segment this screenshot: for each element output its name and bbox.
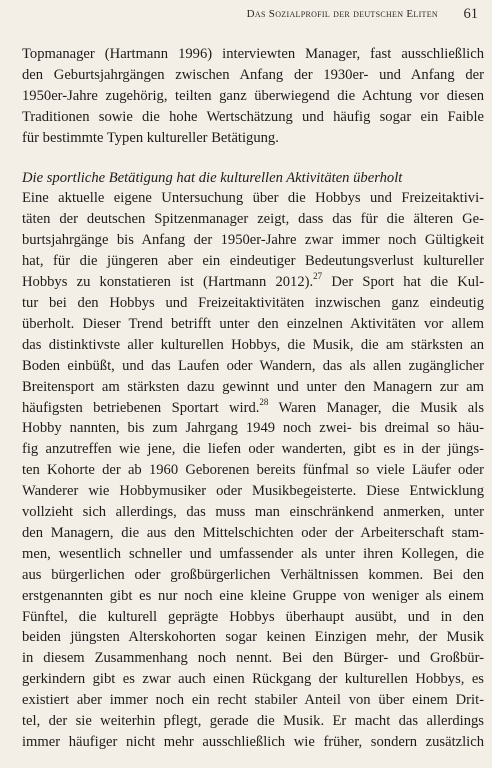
text-line: Fünftel, die kulturell geprägte Hobbys überhaupt ausübt, und in den [22,608,484,625]
text-line: das distinktivste aller kulturellen Hobbys, die Musik, die am stärksten an [22,336,484,353]
text-line: 1950er-Jahre zugehörig, teilten ganz überwiegend die Achtung vor diesen [22,87,484,104]
text-line-with-footnote [22,272,484,293]
text-line: den Managern, die aus den Mittelschichten oder der Arbeiterschaft stam- [22,524,484,541]
text-line: Hobby nannten, bis zum Jahrgang 1949 noch zwei- bis dreimal so häu- [22,420,484,437]
text-line: immer häufiger nicht mehr ausschließlich wie früher, sondern zusätzlich [22,734,484,750]
body-text [22,44,484,753]
text-line: vollzieht sich allerdings, das muss man einschränkend anmerken, unter [22,504,484,521]
text-line: für bestimmte Typen kultureller Betätigung. [22,129,279,146]
page-number: 61 [463,6,478,22]
text-line: existiert aber immer noch ein recht stabiler Anteil von über einem Drit- [22,692,484,709]
text-line: burtsjahrgänge bis Anfang der 1950er-Jahre zwar immer noch Gültigkeit [22,232,484,249]
text-line: men, wesentlich schneller und umfassender als unter ihren Kollegen, die [22,545,484,562]
text-line: Boden einbüßt, und das Laufen oder Wandern, das als allen zugänglicher [22,357,484,374]
section-heading: Die sportliche Betätigung hat die kulturellen Aktivitäten überholt [22,169,403,186]
text-line: erstgenannten gibt es nur noch eine kleine Gruppe von weniger als einem [22,587,484,604]
text-line: den Geburtsjahrgängen zwischen Anfang der 1930er- und Anfang der [22,66,484,83]
text-line: Wanderer wie Hobbymusiker oder Musikbegeisterte. Diese Entwicklung [22,483,484,500]
text-line: beiden jüngsten Alterskohorten sogar keinen Einzigen mehr, der Musik [22,629,484,646]
text-line: gerkindern gibt es zwar auch einen Rückgang der kulturellen Hobbys, es [22,671,484,688]
text-line: ten Kohorte der ab 1960 Geborenen bereits fünfmal so viele Läufer oder [22,462,484,479]
text-line: fig anzutreffen wie jene, die liefen oder wanderten, gibt es in der jüngs- [22,441,484,458]
line-text: Waren Manager, die Musik als [268,399,485,416]
text-line: Topmanager (Hartmann 1996) interviewten Manager, fast ausschließlich [22,46,484,62]
text-line: Breitensport am stärksten dazu gewinnt und unter den Managern zur am [22,378,484,395]
line-text: Hobbys zu konstatieren ist (Hartmann 2012). [22,274,314,291]
text-line: überholt. Dieser Trend betrifft unter den einzelnen Aktivitäten vor allem [22,315,484,332]
line-text: Der Sport hat die Kul- [322,274,484,291]
page-header [0,6,492,26]
footnote-marker-27[interactable]: 27 [313,271,323,282]
running-title: Das Sozialprofil der deutschen Eliten [246,8,438,20]
line-text: häufigsten betriebenen Sportart wird. [22,399,260,416]
text-line: Traditionen sowie die hohe Wertschätzung und häufig sogar ein Faible [22,108,484,125]
text-line: aus bürgerlichen oder großbürgerlichen Verhältnissen kommen. Bei den [22,566,484,583]
text-line-with-footnote [22,398,484,419]
footnote-marker-28[interactable]: 28 [259,396,269,407]
text-line: hat, für die jüngeren aber ein eindeutiger Bedeutungsverlust kultureller [22,253,484,270]
text-line: täten der deutschen Spitzenmanager zeigt, dass das für die älteren Ge- [22,211,484,228]
text-line: tel, der sie weiterhin pflegt, gerade die Musik. Er macht das allerdings [22,713,484,730]
paragraph-1 [22,44,484,149]
text-line: Eine aktuelle eigene Untersuchung über die Hobbys und Freizeitaktivi- [22,190,484,207]
text-line: tur bei den Hobbys und Freizeitaktivitäten inzwischen ganz eindeutig [22,294,484,311]
paragraph-2 [22,188,484,752]
text-line: in diesem Zusammenhang noch nennt. Bei den Bürger- und Großbür- [22,650,484,667]
